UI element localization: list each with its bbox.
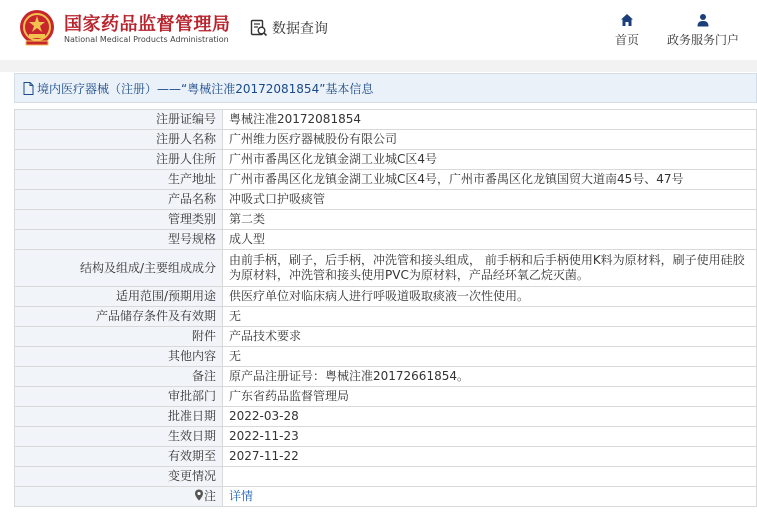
field-value: 广东省药品监督管理局 xyxy=(223,387,757,407)
field-label: 其他内容 xyxy=(15,347,223,367)
field-label: 审批部门 xyxy=(15,387,223,407)
user-icon xyxy=(696,13,710,27)
table-row xyxy=(15,447,757,467)
field-label: 管理类别 xyxy=(15,210,223,230)
field-label: 注册人名称 xyxy=(15,130,223,150)
field-value: 第二类 xyxy=(223,210,757,230)
table-row xyxy=(15,150,757,170)
home-icon xyxy=(620,13,634,27)
nav-government-services-label: 政务服务门户 xyxy=(666,33,739,47)
field-value: 广州市番禺区化龙镇金湖工业城C区4号，广州市番禺区化龙镇国贸大道南45号、47号 xyxy=(223,170,757,190)
site-header xyxy=(0,0,757,60)
field-label: 注册证编号 xyxy=(15,110,223,130)
field-label: 备注 xyxy=(15,367,223,387)
note-label-cell xyxy=(15,487,223,507)
field-value: 广州维力医疗器械股份有限公司 xyxy=(223,130,757,150)
table-row xyxy=(15,230,757,250)
document-icon xyxy=(23,82,34,95)
field-label: 变更情况 xyxy=(15,467,223,487)
table-row xyxy=(15,110,757,130)
nav-government-services[interactable] xyxy=(664,13,742,48)
field-value: 冲吸式口护吸痰管 xyxy=(223,190,757,210)
registration-info-table xyxy=(14,109,757,507)
table-row xyxy=(15,327,757,347)
site-logo-subtitle[interactable]: National Medical Products Administration xyxy=(64,35,229,44)
table-row xyxy=(15,467,757,487)
table-row xyxy=(15,427,757,447)
field-value xyxy=(223,467,757,487)
data-query-heading[interactable] xyxy=(250,18,328,38)
record-title: 境内医疗器械（注册）——“粤械注准20172081854”基本信息 xyxy=(37,81,374,96)
field-label: 附件 xyxy=(15,327,223,347)
field-value: 2022-03-28 xyxy=(223,407,757,427)
field-label: 结构及组成/主要组成成分 xyxy=(15,250,223,287)
data-query-icon xyxy=(250,19,268,37)
table-row xyxy=(15,250,757,287)
field-value: 无 xyxy=(223,347,757,367)
table-row xyxy=(15,407,757,427)
field-label: 注册人住所 xyxy=(15,150,223,170)
field-value: 成人型 xyxy=(223,230,757,250)
field-value: 2027-11-22 xyxy=(223,447,757,467)
table-row xyxy=(15,190,757,210)
field-value: 由前手柄，刷子，后手柄，冲洗管和接头组成， 前手柄和后手柄使用K料为原材料，刷子使用硅胶为原材料，冲洗管和接头使用PVC为原材料，产品经环氧乙烷灭菌。 xyxy=(223,250,757,287)
detail-link[interactable]: 详情 xyxy=(229,489,254,503)
table-row xyxy=(15,307,757,327)
record-title-bar xyxy=(14,73,757,103)
field-value: 供医疗单位对临床病人进行呼吸道吸取痰液一次性使用。 xyxy=(223,287,757,307)
field-value: 产品技术要求 xyxy=(223,327,757,347)
table-row xyxy=(15,387,757,407)
field-value: 粤械注准20172081854 xyxy=(223,110,757,130)
header-divider xyxy=(0,60,757,72)
note-value-cell xyxy=(223,487,757,507)
site-logo-title[interactable]: 国家药品监督管理局 xyxy=(64,14,231,35)
nav-home-label: 首页 xyxy=(614,33,639,47)
field-label: 有效期至 xyxy=(15,447,223,467)
table-row xyxy=(15,130,757,150)
field-label: 产品名称 xyxy=(15,190,223,210)
field-value: 2022-11-23 xyxy=(223,427,757,447)
field-label: 生效日期 xyxy=(15,427,223,447)
field-label: 产品储存条件及有效期 xyxy=(15,307,223,327)
field-label: 适用范围/预期用途 xyxy=(15,287,223,307)
field-label: 型号规格 xyxy=(15,230,223,250)
table-row xyxy=(15,367,757,387)
table-row-note xyxy=(15,487,757,507)
field-value: 无 xyxy=(223,307,757,327)
national-emblem-icon xyxy=(18,8,56,48)
data-query-label: 数据查询 xyxy=(272,21,328,37)
note-label: 注 xyxy=(203,489,216,503)
table-row xyxy=(15,170,757,190)
table-row xyxy=(15,347,757,367)
table-row xyxy=(15,210,757,230)
note-icon xyxy=(194,489,204,501)
field-value: 广州市番禺区化龙镇金湖工业城C区4号 xyxy=(223,150,757,170)
field-value: 原产品注册证号：粤械注准20172661854。 xyxy=(223,367,757,387)
table-row xyxy=(15,287,757,307)
field-label: 批准日期 xyxy=(15,407,223,427)
nav-home[interactable] xyxy=(612,13,642,48)
field-label: 生产地址 xyxy=(15,170,223,190)
